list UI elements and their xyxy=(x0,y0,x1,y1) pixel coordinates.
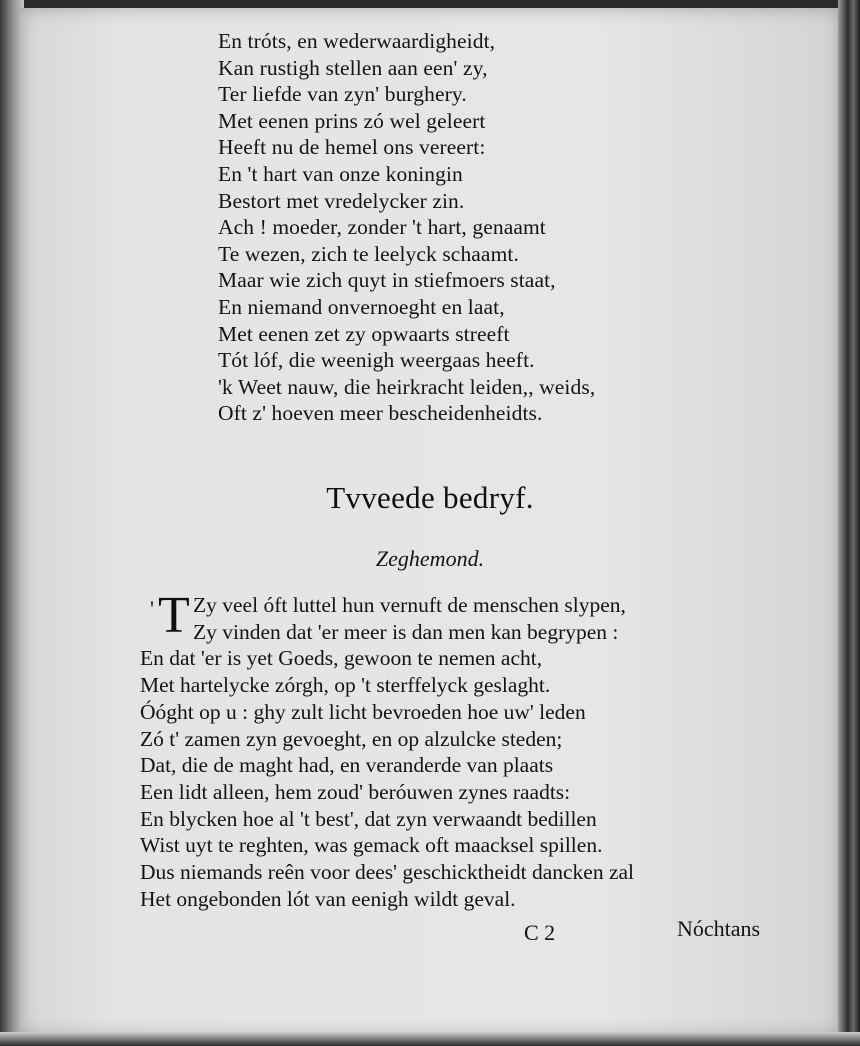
verse-line: En niemand onvernoeght en laat, xyxy=(218,294,505,319)
verse-line: Wist uyt te reghten, was gemack oft maacksel spillen. xyxy=(140,833,603,858)
verse-line: En 't hart van onze koningin xyxy=(218,161,463,186)
right-page-edge xyxy=(838,0,860,1046)
bottom-edge xyxy=(0,1032,860,1046)
verse-line: Een lidt alleen, hem zoud' beróuwen zynes raadts: xyxy=(140,779,571,804)
verse-line: En blycken hoe al 't best', dat zyn verwaandt bedillen xyxy=(140,806,597,831)
catchword: Nóchtans xyxy=(677,916,761,941)
verse-line: Maar wie zich quyt in stiefmoers staat, xyxy=(218,268,556,293)
verse-line: Te wezen, zich te leelyck schaamt. xyxy=(218,241,519,266)
verse-line: En tróts, en wederwaardigheidt, xyxy=(218,29,496,53)
verse-line: Kan rustigh stellen aan een' zy, xyxy=(218,55,488,80)
verse-line: Met eenen prins zó wel geleert xyxy=(218,108,486,133)
act-heading: Tvveede bedryf. xyxy=(326,480,534,515)
verse-line: Met eenen zet zy opwaarts streeft xyxy=(218,321,510,346)
verse-line: Zy vinden dat 'er meer is dan men kan begrypen : xyxy=(193,619,619,644)
verse-line: Het ongebonden lót van eenigh wildt geval. xyxy=(140,886,516,911)
verse-line: Zó t' zamen zyn gevoeght, en op alzulcke steden; xyxy=(140,726,563,751)
drop-cap: T xyxy=(158,587,190,644)
verse-line: Met hartelycke zórgh, op 't sterffelyck geslaght. xyxy=(140,673,551,698)
top-verse xyxy=(218,28,595,427)
verse-line: Dus niemands reên voor dees' geschicktheidt dancken zal xyxy=(140,860,635,885)
verse-line: Óóght op u : ghy zult licht bevroeden hoe uw' leden xyxy=(140,699,586,724)
verse-line: Heeft nu de hemel ons vereert: xyxy=(218,135,486,160)
verse-line: Ach ! moeder, zonder 't hart, genaamt xyxy=(218,215,546,240)
verse-line: Ter liefde van zyn' burghery. xyxy=(218,82,467,107)
book-page xyxy=(20,8,840,1036)
speaker-name: Zeghemond. xyxy=(375,546,485,571)
drop-cap-mark: ' xyxy=(150,596,154,621)
bottom-verse xyxy=(140,587,635,912)
verse-line: Tót lóf, die weenigh weergaas heeft. xyxy=(218,348,535,373)
verse-line: Oft z' hoeven meer bescheidenheidts. xyxy=(218,401,543,426)
drop-cap-block xyxy=(140,587,634,645)
signature-mark: C 2 xyxy=(524,920,556,945)
verse-line: Bestort met vredelycker zin. xyxy=(218,188,465,213)
verse-line: En dat 'er is yet Goeds, gewoon te nemen acht, xyxy=(140,646,543,671)
verse-line: 'k Weet nauw, die heirkracht leiden,, weids, xyxy=(218,374,596,399)
verse-line: Zy veel óft luttel hun vernuft de menschen slypen, xyxy=(193,593,626,617)
verse-line: Dat, die de maght had, en veranderde van plaats xyxy=(140,753,554,778)
